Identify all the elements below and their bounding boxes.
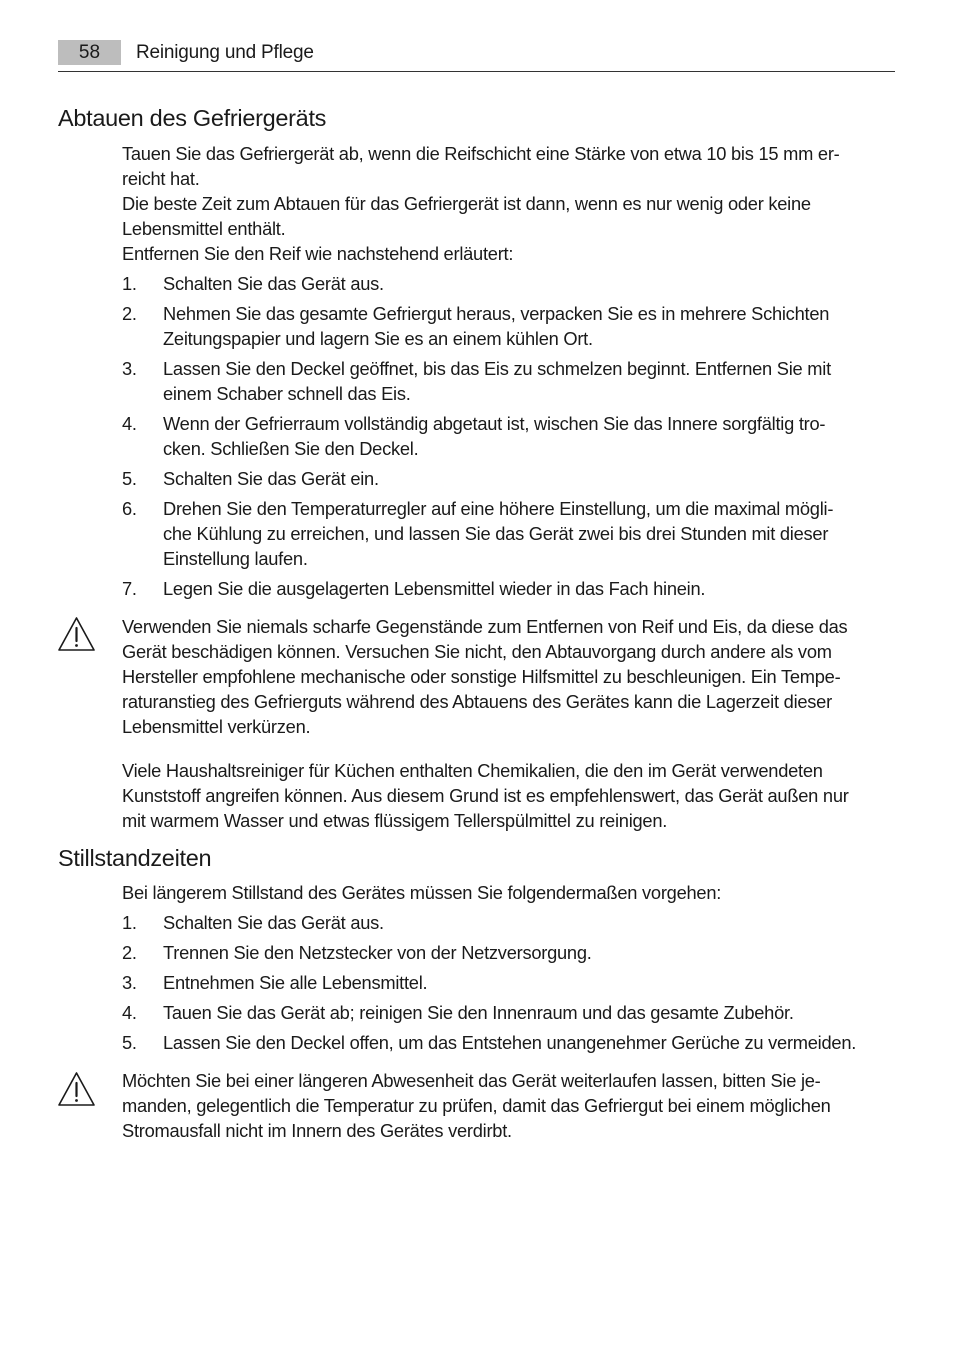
text-line: Tauen Sie das Gefriergerät ab, wenn die Reifschicht eine Stärke von etwa 10 bis 15 mm er- (122, 143, 840, 164)
step-number: 5. (122, 468, 137, 489)
list-item (122, 940, 897, 965)
text-line: Drehen Sie den Temperaturregler auf eine höhere Einstellung, um die maximal mögli- (163, 498, 834, 519)
step-number: 2. (122, 303, 137, 324)
text-line: Entnehmen Sie alle Lebensmittel. (163, 972, 428, 993)
text-line: che Kühlung zu erreichen, und lassen Sie das Gerät zwei bis drei Stunden mit dieser (163, 523, 829, 544)
text-line: Hersteller empfohlene mechanische oder sonstige Hilfsmittel zu beschleunigen. Ein Tempe- (122, 666, 841, 687)
list-item (122, 496, 897, 571)
text-line: Legen Sie die ausgelagerten Lebensmittel wieder in das Fach hinein. (163, 578, 706, 599)
text-line: reicht hat. (122, 168, 200, 189)
text-line: Schalten Sie das Gerät aus. (163, 273, 384, 294)
section-heading-defrost: Abtauen des Gefriergeräts (58, 105, 327, 131)
list-item (122, 466, 897, 491)
warning-triangle-icon (57, 1071, 96, 1107)
text-line: Gerät beschädigen können. Versuchen Sie nicht, den Abtauvorgang durch andere als vom (122, 641, 832, 662)
warning-text (122, 614, 897, 739)
text-line: Lassen Sie den Deckel offen, um das Entstehen unangenehmer Gerüche zu vermeiden. (163, 1032, 857, 1053)
text-line: Entfernen Sie den Reif wie nachstehend erläutert: (122, 243, 514, 264)
text-line: Zeitungspapier und lagern Sie es an einem kühlen Ort. (163, 328, 593, 349)
list-item (122, 970, 897, 995)
text-line: einem Schaber schnell das Eis. (163, 383, 411, 404)
text-line: Viele Haushaltsreiniger für Küchen enthalten Chemikalien, die den im Gerät verwendeten (122, 760, 823, 781)
header-title: Reinigung und Pflege (136, 42, 314, 63)
step-number: 2. (122, 942, 137, 963)
text-line: raturanstieg des Gefrierguts während des Abtauens des Gerätes kann die Lagerzeit dieser (122, 691, 832, 712)
step-number: 4. (122, 1002, 137, 1023)
step-number: 6. (122, 498, 137, 519)
step-number: 4. (122, 413, 137, 434)
text-line: Nehmen Sie das gesamte Gefriergut heraus, verpacken Sie es in mehrere Schichten (163, 303, 830, 324)
warning-text (122, 1068, 897, 1143)
section-heading-standstill: Stillstandzeiten (58, 845, 212, 871)
text-line: cken. Schließen Sie den Deckel. (163, 438, 419, 459)
text-line: Wenn der Gefrierraum vollständig abgetaut ist, wischen Sie das Innere sorgfältig tro- (163, 413, 826, 434)
list-item (122, 910, 897, 935)
text-line: Schalten Sie das Gerät aus. (163, 912, 384, 933)
text-line: Lassen Sie den Deckel geöffnet, bis das Eis zu schmelzen beginnt. Entfernen Sie mit (163, 358, 831, 379)
defrost-steps (122, 271, 897, 601)
list-item (122, 1000, 897, 1025)
text-line: Verwenden Sie niemals scharfe Gegenstände zum Entfernen von Reif und Eis, da diese das (122, 616, 848, 637)
text-line: mit warmem Wasser und etwas flüssigem Tellerspülmittel zu reinigen. (122, 810, 668, 831)
list-item (122, 271, 897, 296)
step-number: 7. (122, 578, 137, 599)
list-item (122, 411, 897, 461)
step-number: 3. (122, 358, 137, 379)
text-line: Lebensmittel enthält. (122, 218, 286, 239)
text-line: Einstellung laufen. (163, 548, 308, 569)
standstill-steps (122, 910, 897, 1055)
text-line: Kunststoff angreifen können. Aus diesem Grund ist es empfehlenswert, das Gerät außen nur (122, 785, 849, 806)
page-number: 58 (58, 40, 121, 65)
text-line: Schalten Sie das Gerät ein. (163, 468, 379, 489)
text-line: Stromausfall nicht im Innern des Gerätes verdirbt. (122, 1120, 512, 1141)
list-item (122, 576, 897, 601)
defrost-body (122, 141, 897, 606)
text-line: manden, gelegentlich die Temperatur zu prüfen, damit das Gefriergut bei einem möglichen (122, 1095, 831, 1116)
text-line: Die beste Zeit zum Abtauen für das Gefriergerät ist dann, wenn es nur wenig oder keine (122, 193, 811, 214)
step-number: 1. (122, 912, 137, 933)
warning-triangle-icon (57, 616, 96, 652)
standstill-intro: Bei längerem Stillstand des Gerätes müssen Sie folgendermaßen vorgehen: (122, 882, 722, 903)
text-line: Tauen Sie das Gerät ab; reinigen Sie den Innenraum und das gesamte Zubehör. (163, 1002, 794, 1023)
cleaning-note (122, 758, 897, 833)
text-line: Trennen Sie den Netzstecker von der Netzversorgung. (163, 942, 592, 963)
step-number: 5. (122, 1032, 137, 1053)
list-item (122, 356, 897, 406)
text-line: Möchten Sie bei einer längeren Abwesenheit das Gerät weiterlaufen lassen, bitten Sie je- (122, 1070, 821, 1091)
page-header (58, 40, 895, 72)
step-number: 1. (122, 273, 137, 294)
defrost-warning (122, 614, 897, 833)
text-line: Lebensmittel verkürzen. (122, 716, 311, 737)
list-item (122, 301, 897, 351)
standstill-body (122, 880, 897, 1060)
step-number: 3. (122, 972, 137, 993)
defrost-intro (122, 141, 897, 266)
list-item (122, 1030, 897, 1055)
standstill-warning (122, 1068, 897, 1143)
